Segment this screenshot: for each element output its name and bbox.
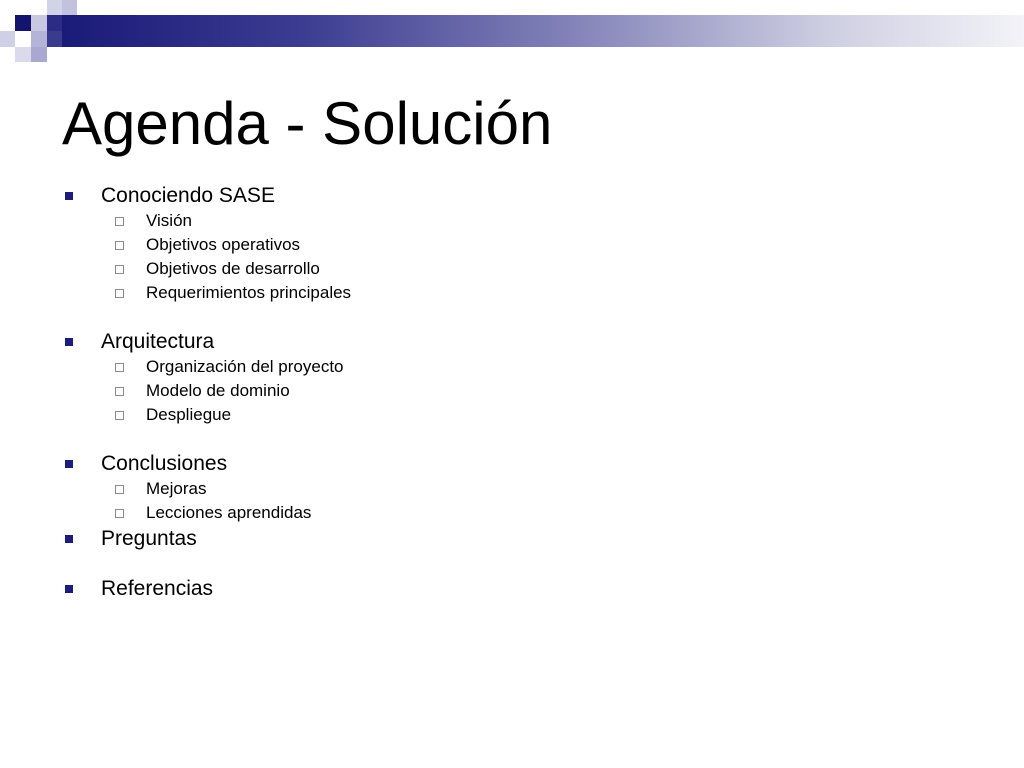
- filled-square-icon: [65, 585, 73, 593]
- hollow-square-icon: [115, 217, 124, 226]
- hollow-square-icon: [115, 485, 124, 494]
- filled-square-icon: [65, 535, 73, 543]
- hollow-square-icon: [115, 411, 124, 420]
- header-decor-square: [62, 0, 77, 15]
- sub-bullet-item: [62, 281, 962, 305]
- sub-bullet-item: [62, 477, 962, 501]
- sub-bullet-label: Objetivos de desarrollo: [146, 259, 320, 278]
- hollow-square-icon: [115, 289, 124, 298]
- filled-square-icon: [65, 192, 73, 200]
- sub-bullet-item: [62, 209, 962, 233]
- bullet-list: [62, 183, 962, 602]
- sub-bullet-label: Objetivos operativos: [146, 235, 301, 254]
- hollow-square-icon: [115, 509, 124, 518]
- sub-bullet-item: [62, 501, 962, 525]
- sub-bullet-label: Despliegue: [146, 405, 232, 424]
- hollow-square-icon: [115, 241, 124, 250]
- header-decor-square: [31, 47, 47, 62]
- sub-bullet-item: [62, 233, 962, 257]
- bullet-item-conociendo-sase: [62, 183, 962, 209]
- hollow-square-icon: [115, 387, 124, 396]
- sub-bullet-item: [62, 379, 962, 403]
- slide-title: Agenda - Solución: [62, 90, 553, 157]
- sub-bullet-label: Organización del proyecto: [146, 357, 344, 376]
- sub-bullet-label: Requerimientos principales: [146, 283, 352, 302]
- header-decor-square: [47, 0, 62, 15]
- header-decor-square: [47, 15, 62, 31]
- bullet-item-arquitectura: [62, 329, 962, 355]
- bullet-item-referencias: [62, 576, 962, 602]
- bullet-label: Referencias: [101, 577, 214, 600]
- sub-bullet-item: [62, 257, 962, 281]
- bullet-label: Preguntas: [101, 527, 197, 550]
- sub-bullet-label: Mejoras: [146, 479, 207, 498]
- header-decor-square: [0, 31, 15, 47]
- bullet-item-preguntas: [62, 526, 962, 552]
- hollow-square-icon: [115, 265, 124, 274]
- header-decor-square: [15, 15, 31, 31]
- filled-square-icon: [65, 460, 73, 468]
- sub-bullet-item: [62, 355, 962, 379]
- bullet-item-conclusiones: [62, 451, 962, 477]
- sub-bullet-label: Lecciones aprendidas: [146, 503, 312, 522]
- header-decor-square: [15, 47, 31, 62]
- filled-square-icon: [65, 338, 73, 346]
- sub-bullet-label: Modelo de dominio: [146, 381, 290, 400]
- sub-bullet-item: [62, 403, 962, 427]
- bullet-label: Conociendo SASE: [101, 184, 275, 207]
- bullet-label: Arquitectura: [101, 330, 215, 353]
- header-gradient-bar: [62, 15, 1024, 47]
- header-decor-square: [31, 15, 47, 31]
- bullet-label: Conclusiones: [101, 452, 228, 475]
- header-decor-square: [47, 31, 62, 47]
- header-decor-square: [31, 31, 47, 47]
- hollow-square-icon: [115, 363, 124, 372]
- sub-bullet-label: Visión: [146, 211, 192, 230]
